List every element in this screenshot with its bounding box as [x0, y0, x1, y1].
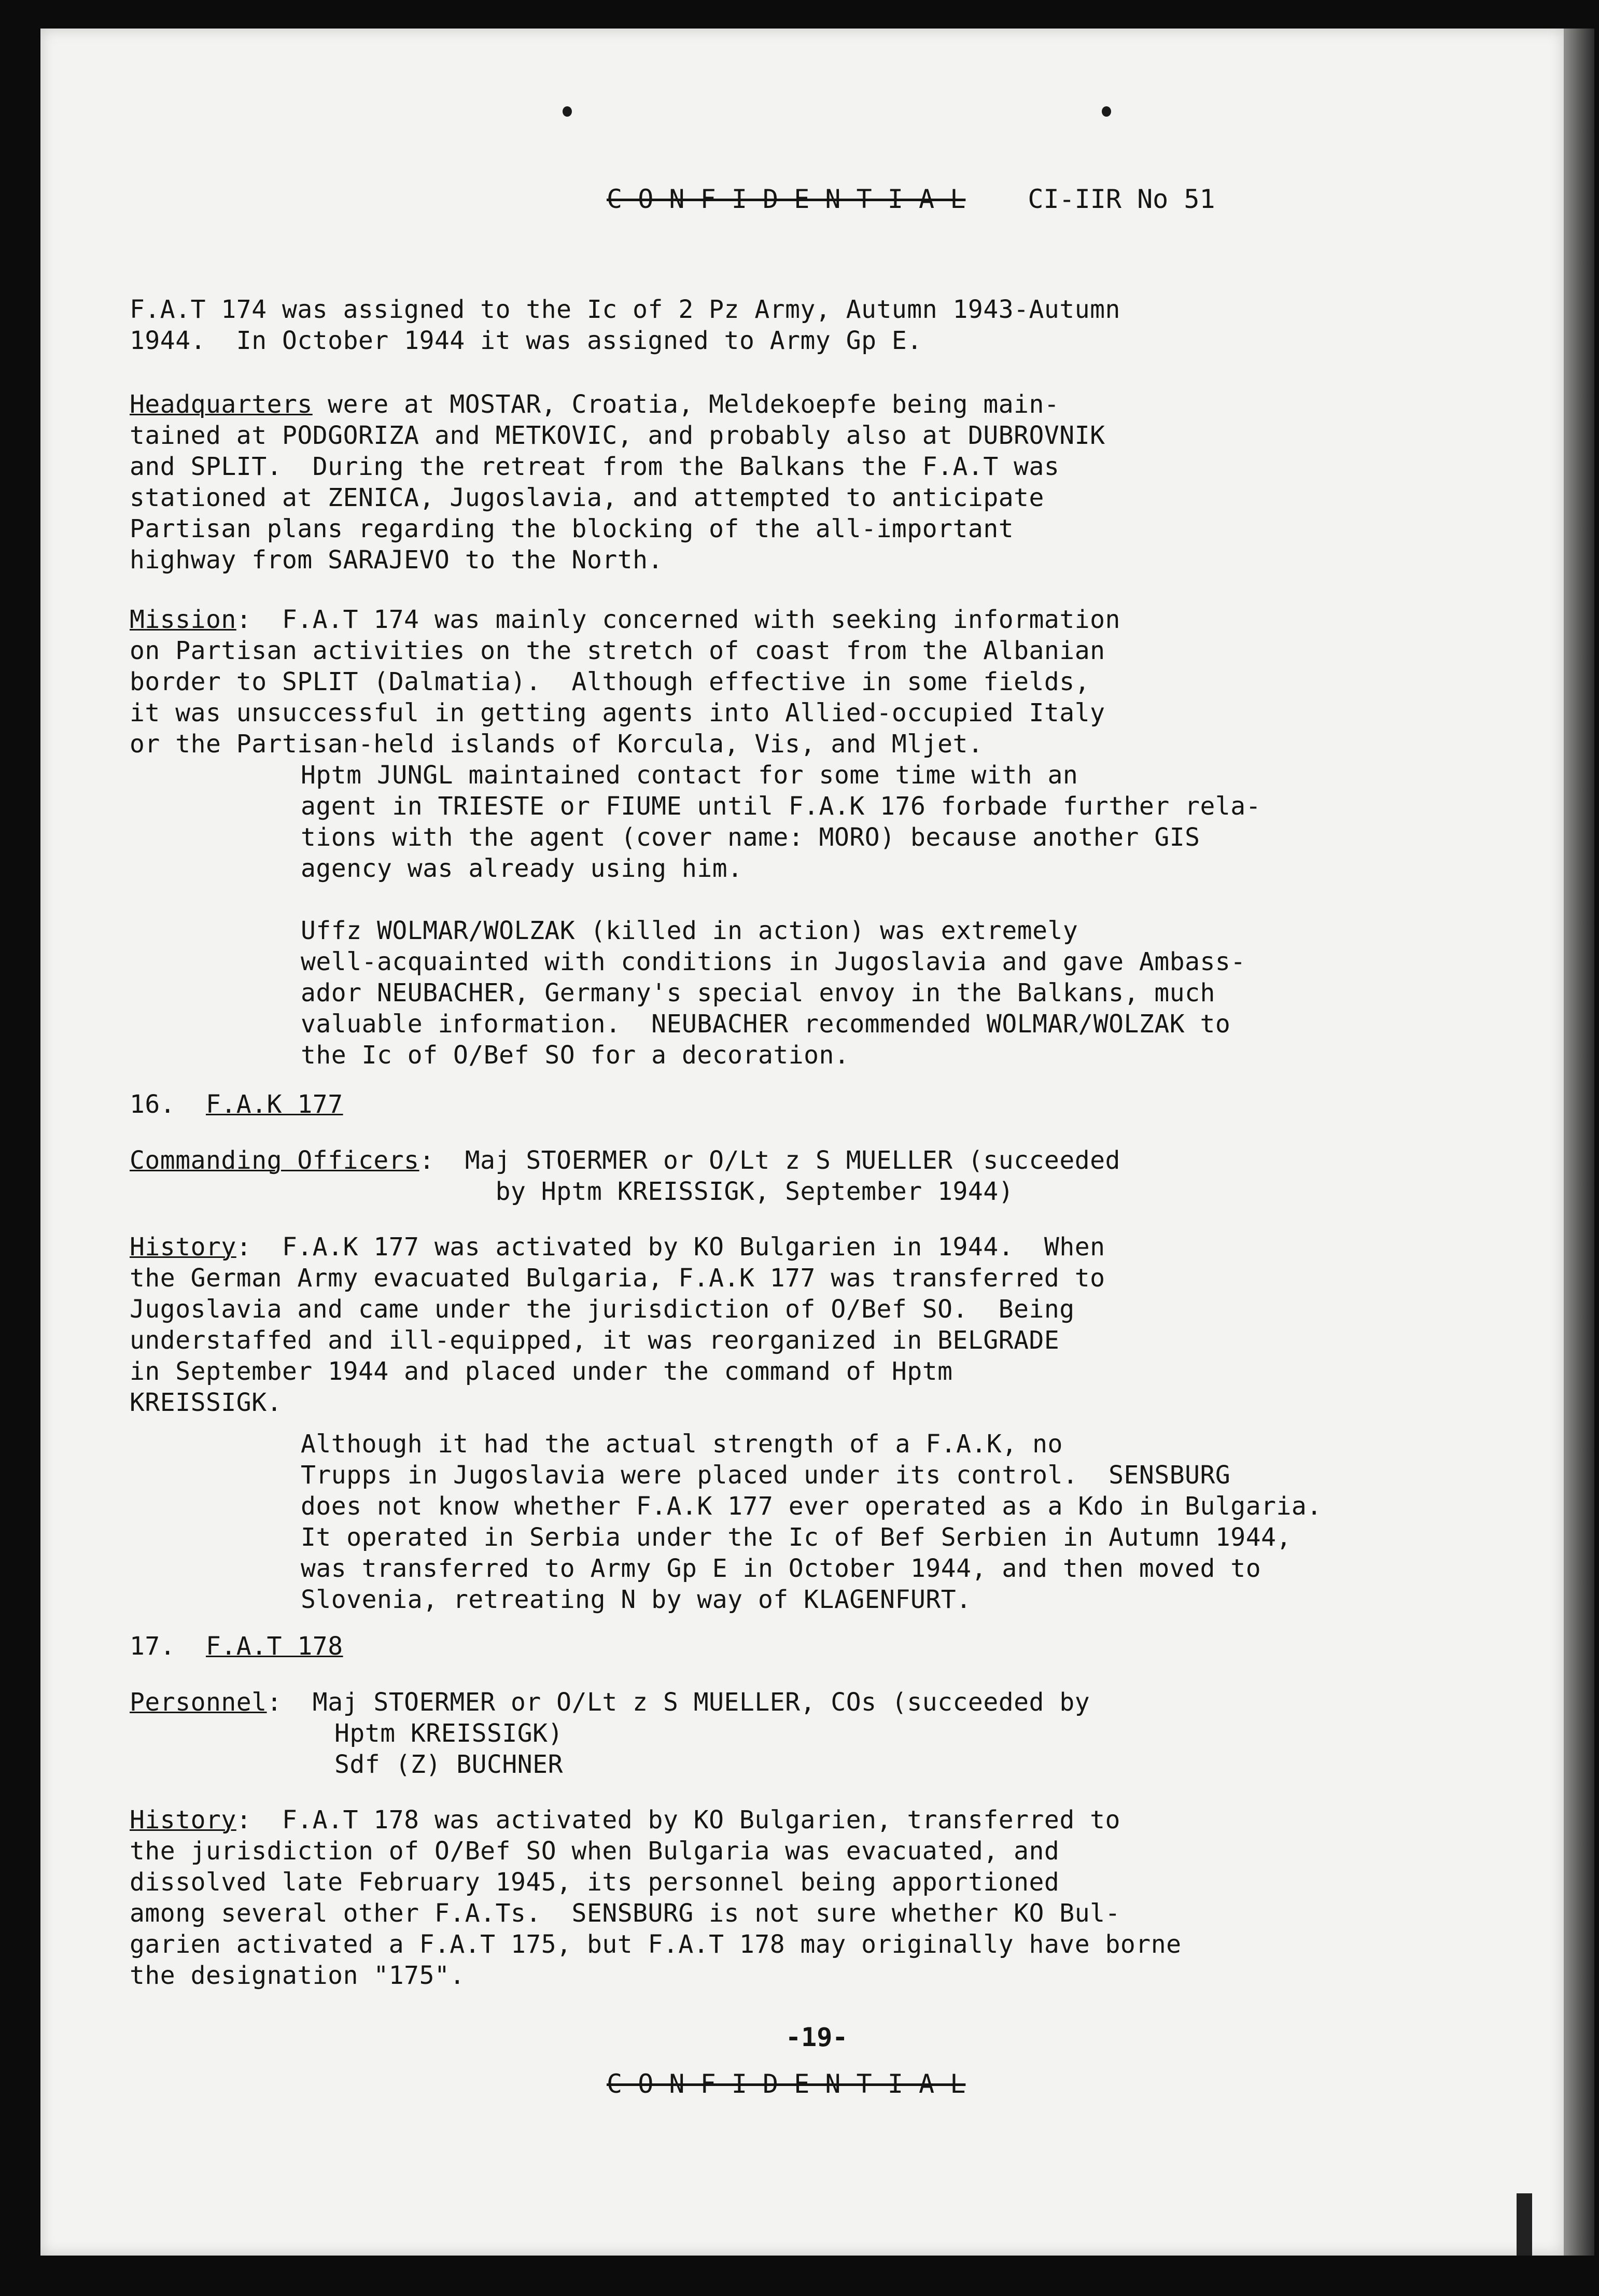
footer-classification-marking: C O N F I D E N T I A L [607, 2069, 966, 2099]
section-16-title: F.A.K 177 [206, 1090, 343, 1119]
history-text: : F.A.K 177 was activated by KO Bulgarien in 1944. When the German Army evacuated Bulgaria, F.A.K 177 was transferred to Jugoslavia and came under the jurisdiction of O/Bef SO. Being understaffed and ill-equipped, it was reorganized in BELGRADE in September 1944 and placed under the command of Hptm KREISSIGK. [130, 1233, 1105, 1417]
personnel-line-2: Hptm KREISSIGK) [334, 1719, 563, 1748]
intro-paragraph: F.A.T 174 was assigned to the Ic of 2 Pz Army, Autumn 1943-Autumn 1944. In October 1944 it was assigned to Army Gp E. [130, 295, 1120, 355]
jungl-paragraph: Hptm JUNGL maintained contact for some time with an agent in TRIESTE or FIUME until F.A.K 176 forbade further rela- tions with the agent (cover name: MORO) because another GIS agency was already using him. [301, 761, 1261, 883]
headquarters-text: were at MOSTAR, Croatia, Meldekoepfe being main- tained at PODGORIZA and METKOVIC, and probably also at DUBROVNIK and SPLIT. During the retreat from the Balkans the F.A.T was stationed at ZENICA, Jugoslavia, and attempted to anticipate Partisan plans regarding the blocking of the all-important highway from SARAJEVO to the North. [130, 390, 1105, 575]
classification-marking: C O N F I D E N T I A L [607, 184, 966, 214]
section-17-personnel [130, 1687, 1426, 1718]
page-number: -19- [786, 2022, 848, 2052]
headquarters-label: Headquarters [130, 390, 313, 419]
section-16-number: 16. [130, 1090, 176, 1119]
section-17-title: F.A.T 178 [206, 1632, 343, 1661]
section-16-paragraph-2: Although it had the actual strength of a F.A.K, no Trupps in Jugoslavia were placed under its control. SENSBURG does not know whether F.A.K 177 ever operated as a Kdo in Bulgaria. It operated in Serbia under the Ic of Bef Serbien in Autumn 1944, was transferred to Army Gp E in October 1944, and then moved to Slovenia, retreating N by way of KLAGENFURT. [301, 1430, 1322, 1614]
history-text-17: : F.A.T 178 was activated by KO Bulgarien, transferred to the jurisdiction of O/Bef SO when Bulgaria was evacuated, and dissolved late February 1945, its personnel being apportioned among several other F.A.Ts. SENSBURG is not sure whether KO Bul- garien activated a F.A.T 175, but F.A.T 178 may originally have borne the designation "175". [130, 1805, 1182, 1990]
document-id: CI-IIR No 51 [1028, 184, 1215, 214]
section-17-history [130, 1804, 1426, 1991]
mission-label: Mission [130, 605, 236, 634]
section-17-number: 17. [130, 1632, 176, 1661]
headquarters-paragraph [130, 389, 1426, 576]
wolmar-paragraph: Uffz WOLMAR/WOLZAK (killed in action) was extremely well-acquainted with conditions in Jugoslavia and gave Ambass- ador NEUBACHER, Germany's special envoy in the Balkans, much valuable information. NEUBACHER recommended WOLMAR/WOLZAK to the Ic of O/Bef SO for a decoration. [301, 916, 1246, 1070]
history-label-17: History [130, 1805, 236, 1835]
page-header [607, 184, 1215, 214]
personnel-line-3: Sdf (Z) BUCHNER [334, 1750, 563, 1779]
commanding-officers-text: : Maj STOERMER or O/Lt z S MUELLER (succeeded by Hptm KREISSIGK, September 1944) [419, 1146, 1120, 1206]
commanding-officers-label: Commanding Officers [130, 1146, 419, 1175]
section-16-heading [130, 1089, 1426, 1120]
history-label: History [130, 1233, 236, 1262]
edge-mark [1517, 2193, 1532, 2256]
document-page [130, 29, 1426, 2256]
personnel-label: Personnel [130, 1688, 267, 1717]
mission-paragraph [130, 604, 1426, 760]
mission-text: : F.A.T 174 was mainly concerned with seeking information on Partisan activities on the stretch of coast from the Albanian border to SPLIT (Dalmatia). Although effective in some fields, it was unsuccessful in getting agents into Allied-occupied Italy or the Partisan-held islands of Korcula, Vis, and Mljet. [130, 605, 1120, 759]
section-17-heading [130, 1631, 1426, 1662]
section-16-history [130, 1231, 1426, 1418]
personnel-line-1: : Maj STOERMER or O/Lt z S MUELLER, COs (succeeded by [266, 1688, 1090, 1717]
section-16-commanding-officers [130, 1145, 1426, 1207]
